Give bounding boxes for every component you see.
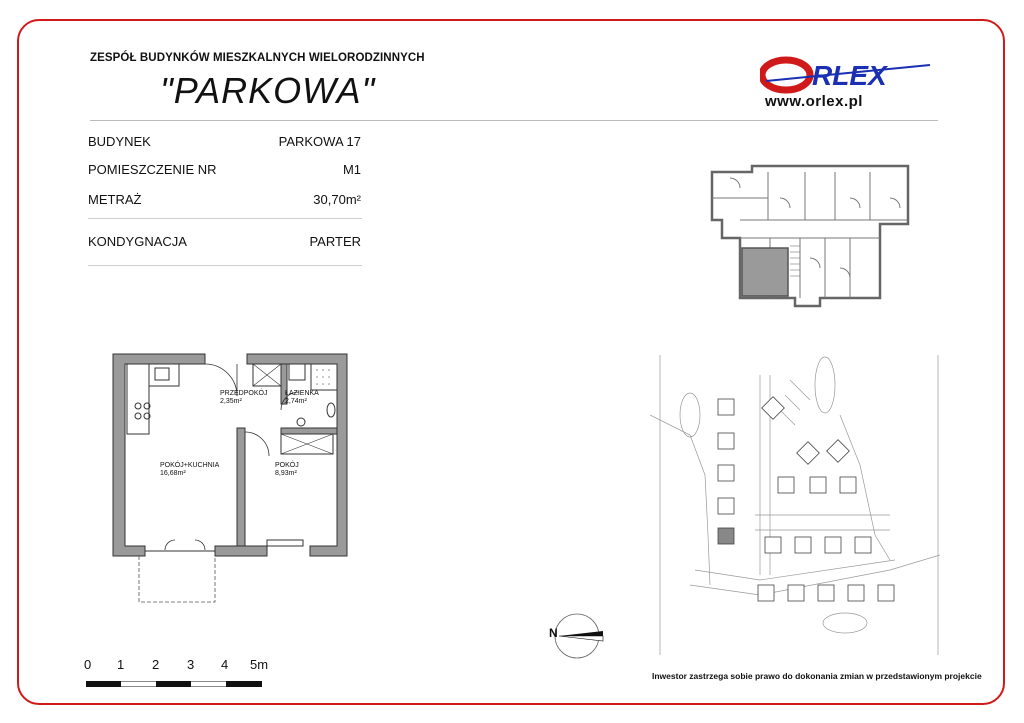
logo-website: www.orlex.pl — [765, 93, 863, 110]
project-subtitle: ZESPÓŁ BUDYNKÓW MIESZKALNYCH WIELORODZINNYCH — [90, 52, 425, 64]
info-label-room: POMIESZCZENIE NR — [88, 162, 217, 177]
scale-bar — [86, 674, 262, 680]
highlighted-apartment — [742, 248, 788, 296]
scale-tick-0: 0 — [84, 657, 92, 672]
scale-tick-5m: 5m — [250, 657, 269, 672]
disclaimer-text: Inwestor zastrzega sobie prawo do dokonania zmian w przedstawionym projekcie — [652, 671, 982, 681]
highlighted-building — [718, 528, 734, 544]
scale-labels — [82, 657, 272, 671]
info-value-building: PARKOWA 17 — [278, 134, 361, 149]
orlex-logo — [760, 55, 940, 95]
project-title: "PARKOWA" — [160, 70, 376, 111]
room-label-room: POKÓJ 8,93m² — [275, 462, 299, 477]
compass-north-label: N — [549, 626, 558, 640]
info-value-room: M1 — [342, 162, 361, 177]
header-divider — [90, 120, 938, 121]
logo-wordmark: RLEX — [812, 60, 887, 91]
info-value-area: 30,70m² — [313, 192, 361, 207]
info-divider-1 — [88, 218, 362, 219]
info-label-building: BUDYNEK — [88, 134, 151, 149]
apartment-floor-plan — [105, 350, 365, 610]
room-label-living-kitchen: POKÓJ+KUCHNIA 16,68m² — [160, 462, 220, 477]
room-label-bathroom: ŁAZIENKA 2,74m² — [285, 390, 319, 405]
building-key-plan — [700, 158, 920, 313]
info-divider-2 — [88, 265, 362, 266]
info-label-floor: KONDYGNACJA — [88, 234, 187, 249]
info-value-floor: PARTER — [309, 234, 361, 249]
scale-tick-1: 1 — [117, 657, 125, 672]
room-label-hallway: PRZEDPOKÓJ 2,35m² — [220, 390, 268, 405]
scale-tick-2: 2 — [152, 657, 160, 672]
info-label-area: METRAŻ — [88, 192, 142, 207]
scale-tick-3: 3 — [187, 657, 195, 672]
site-plan — [650, 355, 940, 665]
scale-tick-4: 4 — [221, 657, 229, 672]
compass — [545, 610, 605, 662]
